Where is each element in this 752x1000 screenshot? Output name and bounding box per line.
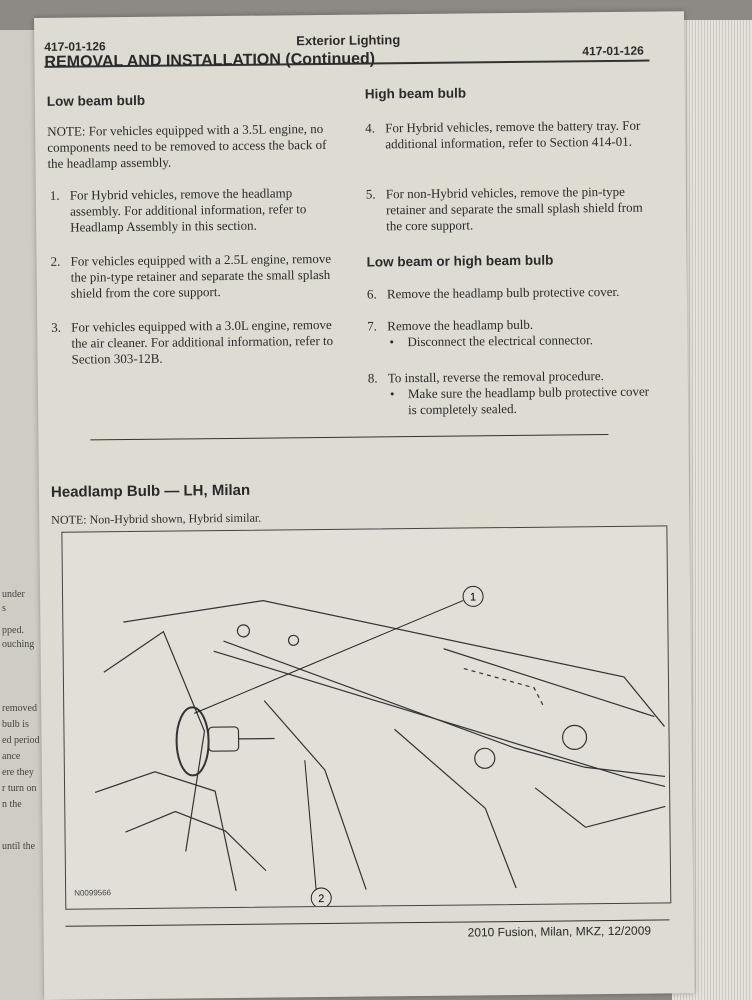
prev-fragment: ed period	[2, 735, 40, 746]
prev-fragment: n the	[2, 799, 22, 810]
subheading-high-beam: High beam bulb	[364, 85, 467, 102]
step-1	[50, 185, 340, 236]
step-text: For vehicles equipped with a 3.0L engine, remove the air cleaner. For additional information, refer to Section 303-12B.	[71, 316, 334, 367]
prev-fragment: ere they	[2, 767, 34, 778]
step-number: 7.	[367, 318, 378, 334]
section-divider	[90, 434, 608, 440]
step-number: 4.	[365, 120, 375, 136]
callout-1: 1	[469, 591, 477, 604]
prev-fragment: r turn on	[2, 783, 37, 794]
note-text: For vehicles equipped with a 3.5L engine, no components need to be removed to access the back of the headlamp assembly.	[47, 120, 327, 171]
step-text: For Hybrid vehicles, remove the battery tray. For additional information, refer to Section 414-01.	[385, 117, 641, 152]
prev-fragment: bulb is	[2, 719, 29, 730]
footer-text: 2010 Fusion, Milan, MKZ, 12/2009	[467, 923, 652, 940]
step-number: 3.	[51, 319, 62, 335]
prev-fragment: under	[2, 589, 25, 600]
prev-fragment: ouching	[2, 639, 35, 650]
step-3	[51, 317, 341, 368]
step-number: 1.	[49, 187, 60, 203]
manual-page	[34, 11, 694, 1000]
headlamp-illustration	[61, 525, 671, 909]
step-number: 8.	[367, 370, 378, 386]
engine-bay-drawing	[62, 526, 670, 908]
note-label: NOTE:	[47, 123, 86, 139]
step-7	[367, 315, 657, 350]
callout-2: 2	[318, 893, 325, 906]
note-label: NOTE:	[51, 512, 87, 527]
step-number: 2.	[50, 253, 61, 269]
note-text: Non-Hybrid shown, Hybrid similar.	[89, 510, 262, 527]
step-text: For Hybrid vehicles, remove the headlamp assembly. For additional information, refer to Headlamp Assembly in this section.	[69, 185, 307, 235]
step-number: 6.	[366, 286, 377, 302]
step-text: For vehicles equipped with a 2.5L engine, remove the pin-type retainer and separate the small splash shield from the core support.	[70, 250, 332, 301]
step-8	[368, 367, 658, 418]
prev-fragment: pped.	[2, 625, 24, 636]
step-7-bullet: • Disconnect the electrical connector.	[407, 331, 657, 350]
step-number: 5.	[365, 186, 376, 202]
step-8-bullet: • Make sure the headlamp bulb protective cover is completely sealed.	[408, 383, 658, 418]
figure-id: N0099566	[74, 888, 112, 898]
prev-fragment: until the	[2, 841, 36, 852]
figure-note	[51, 510, 261, 528]
step-4	[365, 118, 645, 153]
step-6	[367, 283, 657, 302]
step-text: Remove the headlamp bulb protective cover.	[386, 283, 620, 302]
page-number-left: 417-01-126	[44, 39, 106, 54]
note-3-5l	[47, 121, 337, 172]
step-text: Remove the headlamp bulb.	[387, 316, 534, 334]
prev-fragment: s	[2, 603, 6, 614]
prev-fragment: ance	[2, 751, 21, 762]
prev-fragment: removed	[2, 703, 37, 714]
subheading-low-or-high-beam: Low beam or high beam bulb	[366, 252, 554, 270]
step-2	[50, 251, 340, 302]
step-5	[366, 184, 646, 235]
subheading-low-beam: Low beam bulb	[46, 92, 146, 109]
figure-title: Headlamp Bulb — LH, Milan	[50, 481, 251, 501]
step-text: For non-Hybrid vehicles, remove the pin-type retainer and separate the small splash shield from the core support.	[385, 183, 643, 234]
page-number-right: 417-01-126	[582, 43, 644, 59]
step-text: To install, reverse the removal procedure.	[387, 368, 604, 386]
chapter-title: Exterior Lighting	[296, 32, 401, 49]
section-title: REMOVAL AND INSTALLATION (Continued)	[44, 50, 376, 71]
